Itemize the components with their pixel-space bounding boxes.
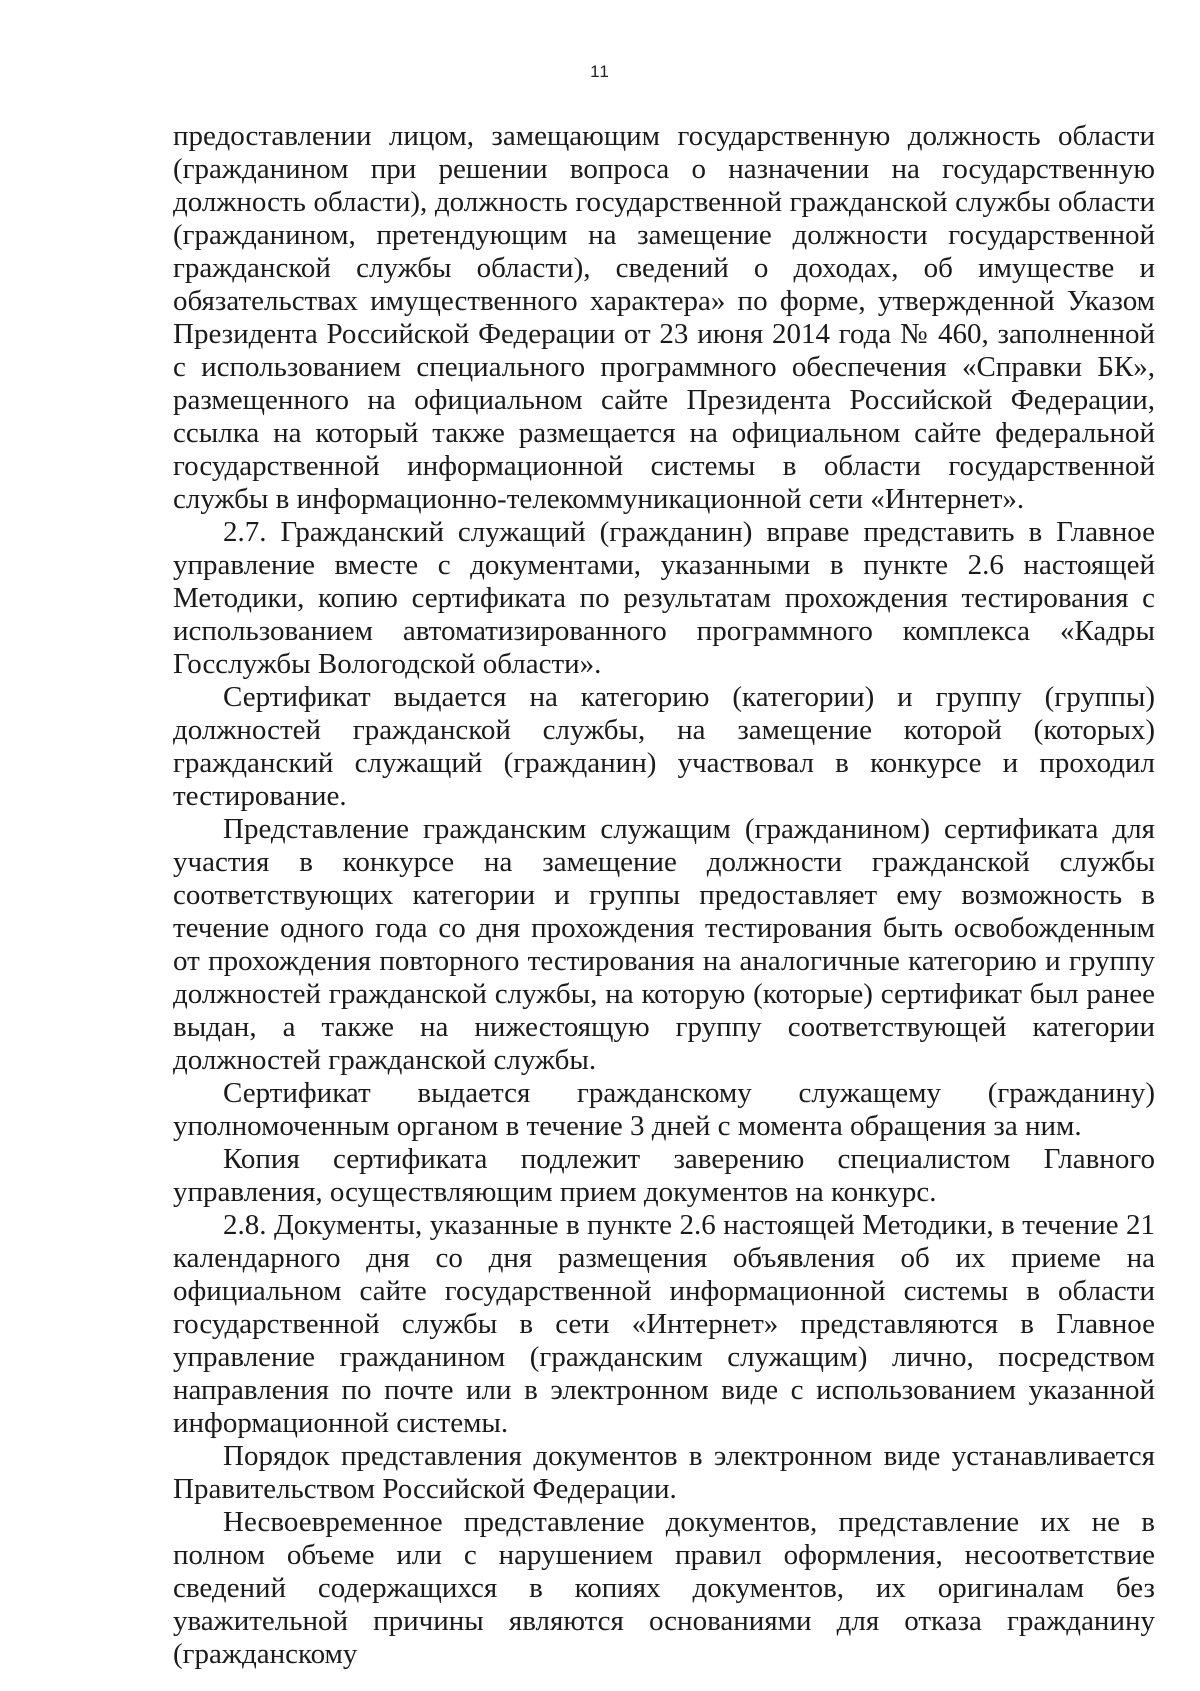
paragraph-2-8-documents-deadline: 2.8. Документы, указанные в пункте 2.6 настоящей Методики, в течение 21 календарного дня со дня размещения объявления об их приеме на официальном сайте государственной информационной системы в области государственной службы в сети «Интернет» представляются в Главное управление гражданином (гражданским служащим) лично, посредством направления по почте или в электронном виде с использованием указанной информационной системы.	[173, 1209, 1155, 1439]
paragraph-certificate-issuance: Сертификат выдается гражданскому служащему (гражданину) уполномоченным органом в течение 3 дней с момента обращения за ним.	[173, 1077, 1155, 1142]
paragraph-2-7-certificate-submission: 2.7. Гражданский служащий (гражданин) вправе представить в Главное управление вместе с документами, указанными в пункте 2.6 настоящей Методики, копию сертификата по результатам прохождения тестирования с использованием автоматизированного программного комплекса «Кадры Госслужбы Вологодской области».	[173, 516, 1155, 680]
paragraph-certificate-copy: Копия сертификата подлежит заверению специалистом Главного управления, осуществляющим прием документов на конкурс.	[173, 1143, 1155, 1208]
paragraph-continuation-declaration: предоставлении лицом, замещающим государственную должность области (гражданином при решении вопроса о назначении на государственную должность области), должность государственной гражданской службы области (гражданином, претендующим на замещение должности государственной гражданской службы области), сведений о доходах, об имуществе и обязательствах имущественного характера» по форме, утвержденной Указом Президента Российской Федерации от 23 июня 2014 года № 460, заполненной с использованием специального программного обеспечения «Справки БК», размещенного на официальном сайте Президента Российской Федерации, ссылка на который также размещается на официальном сайте федеральной государственной информационной системы в области государственной службы в информационно-телекоммуникационной сети «Интернет».	[173, 120, 1155, 515]
document-body	[173, 120, 1155, 1671]
paragraph-certificate-category: Сертификат выдается на категорию (категории) и группу (группы) должностей гражданской службы, на замещение которой (которых) гражданский служащий (гражданин) участвовал в конкурсе и проходил тестирование.	[173, 681, 1155, 812]
paragraph-certificate-exemption: Представление гражданским служащим (гражданином) сертификата для участия в конкурсе на замещение должности гражданской службы соответствующих категории и группы предоставляет ему возможность в течение одного года со дня прохождения тестирования быть освобожденным от прохождения повторного тестирования на аналогичные категорию и группу должностей гражданской службы, на которую (которые) сертификат был ранее выдан, а также на нижестоящую группу соответствующей категории должностей гражданской службы.	[173, 813, 1155, 1076]
paragraph-electronic-submission: Порядок представления документов в электронном виде устанавливается Правительством Российской Федерации.	[173, 1440, 1155, 1505]
paragraph-refusal-grounds: Несвоевременное представление документов, представление их не в полном объеме или с нарушением правил оформления, несоответствие сведений содержащихся в копиях документов, их оригиналам без уважительной причины являются основаниями для отказа гражданину (гражданскому	[173, 1506, 1155, 1670]
page-number: 11	[590, 62, 610, 81]
